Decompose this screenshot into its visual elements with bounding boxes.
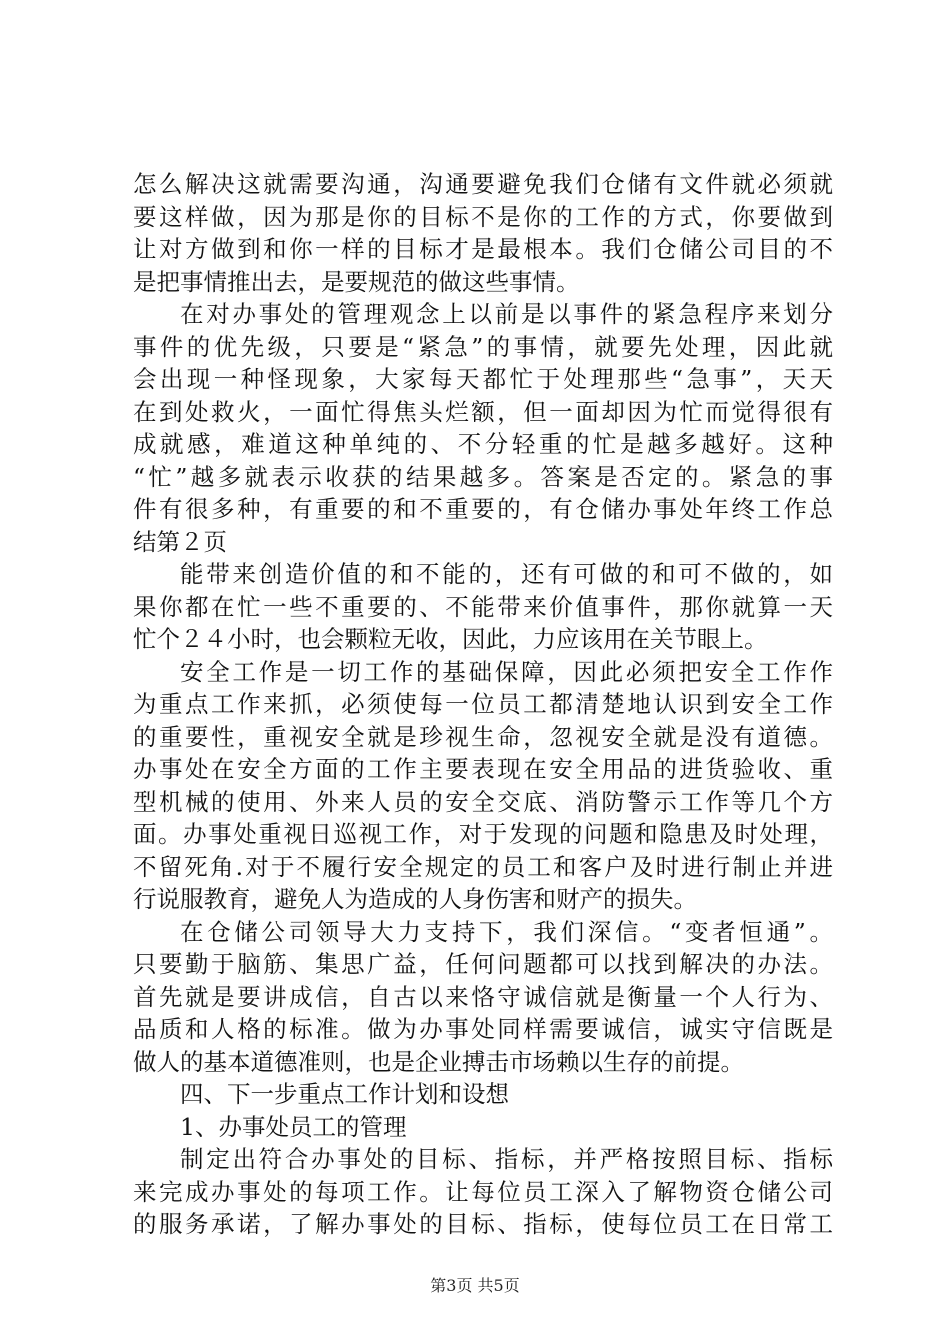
text-line: 能带来创造价值的和不能的，还有可做的和可不做的，如 [180, 560, 833, 588]
text-line: 成就感，难道这种单纯的、不分轻重的忙是越多越好。这种 [133, 430, 833, 458]
page-footer: 第3页 共5页 [430, 1276, 520, 1295]
text-line: 做人的基本道德准则，也是企业搏击市场赖以生存的前提。 [133, 1047, 744, 1076]
text-line: 面。办事处重视日巡视工作，对于发现的问题和隐患及时处理， [133, 820, 833, 848]
text-line: 为重点工作来抓，必须使每一位员工都清楚地认识到安全工作 [133, 690, 833, 718]
text-line: 在仓储公司领导大力支持下，我们深信。“变者恒通”。 [180, 917, 833, 946]
text-line: 在到处救火，一面忙得焦头烂额，但一面却因为忙而觉得很有 [133, 397, 833, 426]
text-line: 品质和人格的标准。做为办事处同样需要诚信，诚实守信既是 [133, 1015, 833, 1043]
text-line: 不留死角.对于不履行安全规定的员工和客户及时进行制止并进 [133, 852, 833, 881]
text-line: 在对办事处的管理观念上以前是以事件的紧急程序来划分 [180, 300, 833, 328]
text-line: 怎么解决这就需要沟通，沟通要避免我们仓储有文件就必须就 [133, 170, 833, 198]
text-line: “忙”越多就表示收获的结果越多。答案是否定的。紧急的事 [133, 462, 833, 491]
text-line: 件有很多种，有重要的和不重要的，有仓储办事处年终工作总 [133, 495, 833, 523]
text-line: 安全工作是一切工作的基础保障，因此必须把安全工作作 [180, 657, 833, 686]
text-line: 会出现一种怪现象，大家每天都忙于处理那些“急事”，天天 [133, 365, 833, 393]
text-line: 制定出符合办事处的目标、指标，并严格按照目标、指标 [180, 1145, 833, 1173]
document-body [133, 168, 833, 1241]
text-line: 办事处在安全方面的工作主要表现在安全用品的进货验收、重 [133, 755, 833, 783]
text-line: 只要勤于脑筋、集思广益，任何问题都可以找到解决的办法。 [133, 950, 833, 978]
text-line: 型机械的使用、外来人员的安全交底、消防警示工作等几个方 [133, 787, 833, 816]
text-line: 结第２页 [133, 527, 227, 556]
text-line: 果你都在忙一些不重要的、不能带来价值事件，那你就算一天 [133, 592, 833, 621]
text-line: 的服务承诺，了解办事处的目标、指标，使每位员工在日常工 [133, 1210, 833, 1238]
text-line: 让对方做到和你一样的目标才是最根本。我们仓储公司目的不 [133, 235, 833, 263]
text-line: 事件的优先级，只要是“紧急”的事情，就要先处理，因此就 [133, 332, 833, 361]
text-line: 四、下一步重点工作计划和设想 [180, 1080, 509, 1108]
text-line: 的重要性，重视安全就是珍视生命，忽视安全就是没有道德。 [133, 722, 833, 751]
text-line: 来完成办事处的每项工作。让每位员工深入了解物资仓储公司 [133, 1177, 833, 1206]
text-line: 行说服教育，避免人为造成的人身伤害和财产的损失。 [133, 885, 697, 913]
text-line: 是把事情推出去，是要规范的做这些事情。 [133, 267, 580, 296]
text-line: 忙个２４小时，也会颗粒无收，因此，力应该用在关节眼上。 [133, 625, 768, 653]
text-line: 1、办事处员工的管理 [180, 1112, 407, 1141]
text-line: 要这样做，因为那是你的目标不是你的工作的方式，你要做到 [133, 202, 833, 231]
text-line: 首先就是要讲成信，自古以来恪守诚信就是衡量一个人行为、 [133, 982, 833, 1011]
